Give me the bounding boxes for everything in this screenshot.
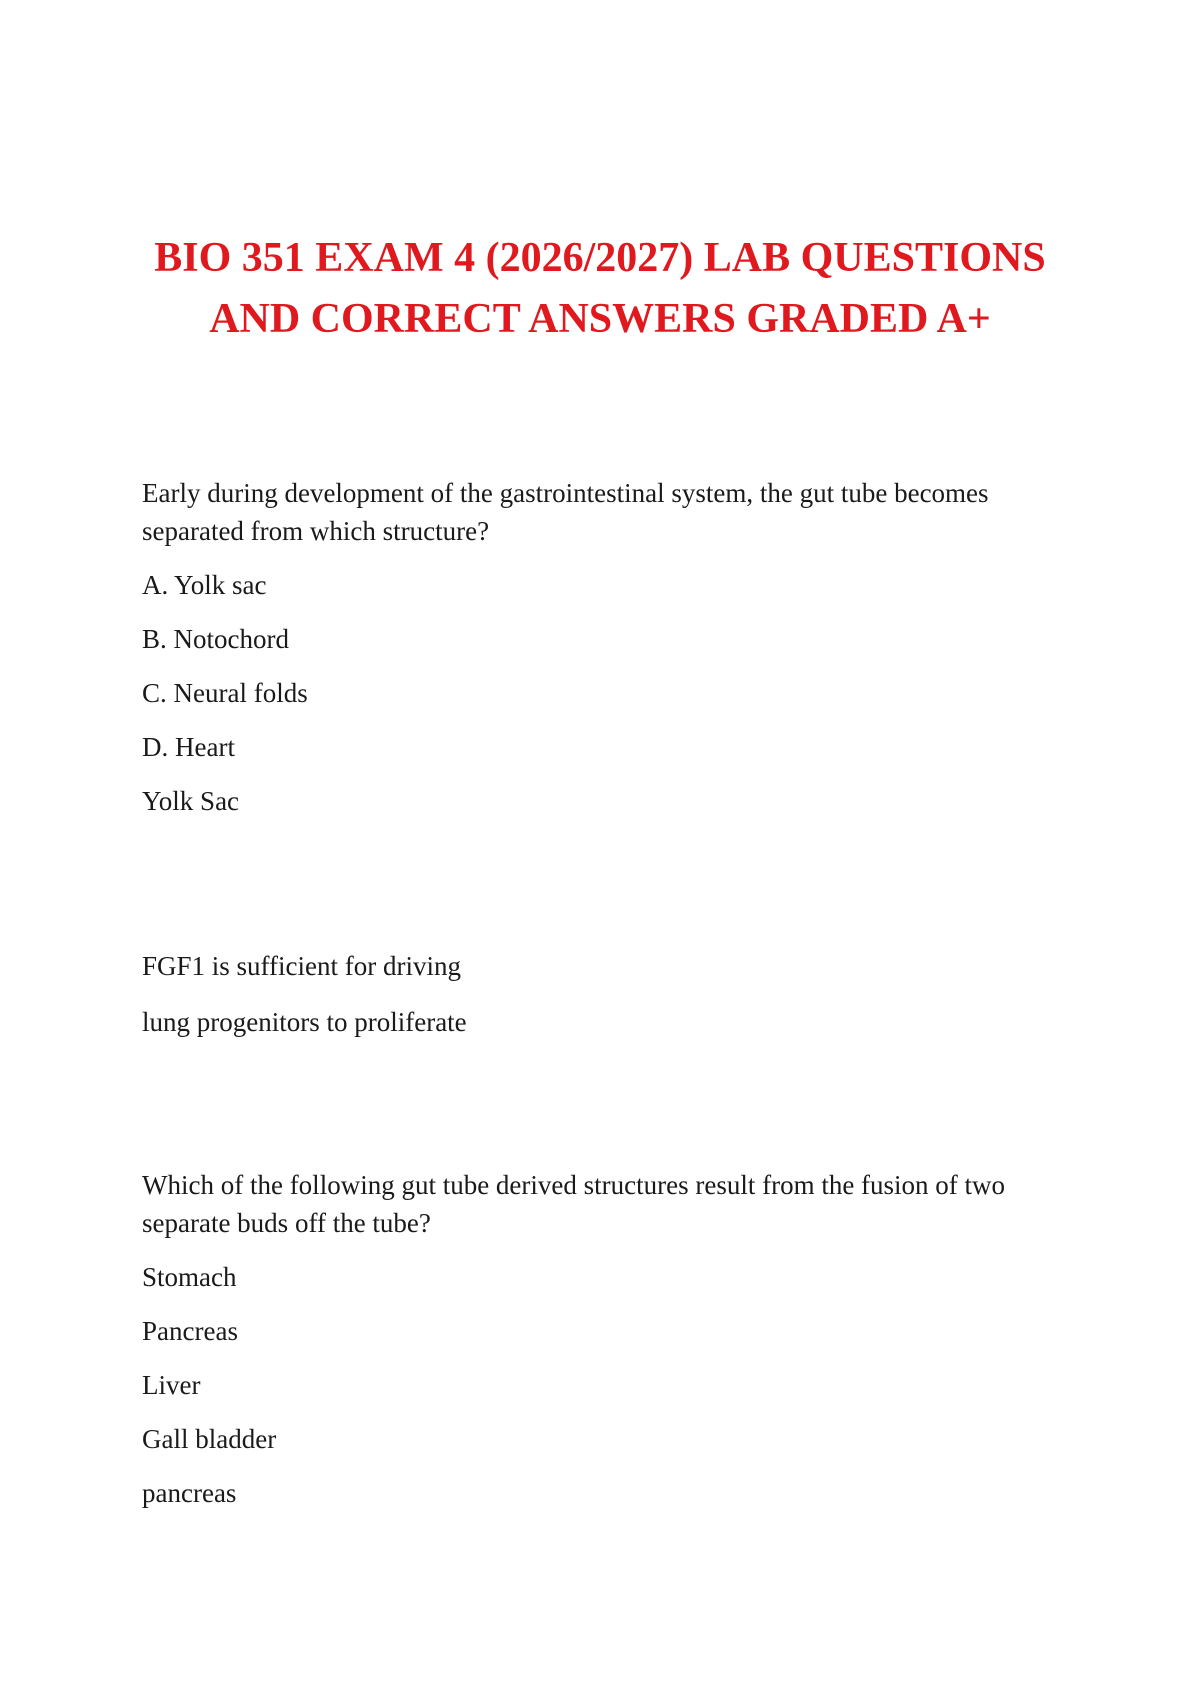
answer-options <box>142 1258 1042 1458</box>
option-2: Pancreas <box>142 1316 238 1346</box>
option-1: Stomach <box>142 1262 237 1292</box>
option-c: C. Neural folds <box>142 678 308 708</box>
question-line: separate buds off the tube? <box>142 1208 431 1238</box>
question-block-1 <box>142 474 1042 820</box>
question-line: Early during development of the gastrointestinal system, the gut tube becomes <box>142 478 989 508</box>
option-3: Liver <box>142 1370 201 1400</box>
option-b: B. Notochord <box>142 624 289 654</box>
correct-answer: lung progenitors to proliferate <box>142 1007 467 1037</box>
correct-answer: pancreas <box>142 1478 237 1508</box>
document-title <box>120 228 1080 350</box>
question-text <box>142 1166 1042 1242</box>
document-title-line-1: BIO 351 EXAM 4 (2026/2027) LAB QUESTIONS <box>154 235 1046 281</box>
question-line: Which of the following gut tube derived structures result from the fusion of two <box>142 1170 1006 1200</box>
document-title-line-2: AND CORRECT ANSWERS GRADED A+ <box>209 296 991 342</box>
option-4: Gall bladder <box>142 1424 277 1454</box>
question-block-2 <box>142 947 1042 1041</box>
question-line: separated from which structure? <box>142 516 490 546</box>
answer-options <box>142 566 1042 766</box>
question-block-3 <box>142 1166 1042 1512</box>
correct-answer: Yolk Sac <box>142 786 240 816</box>
question-text <box>142 474 1042 550</box>
option-a: A. Yolk sac <box>142 570 267 600</box>
question-text: FGF1 is sufficient for driving <box>142 951 461 981</box>
option-d: D. Heart <box>142 732 235 762</box>
